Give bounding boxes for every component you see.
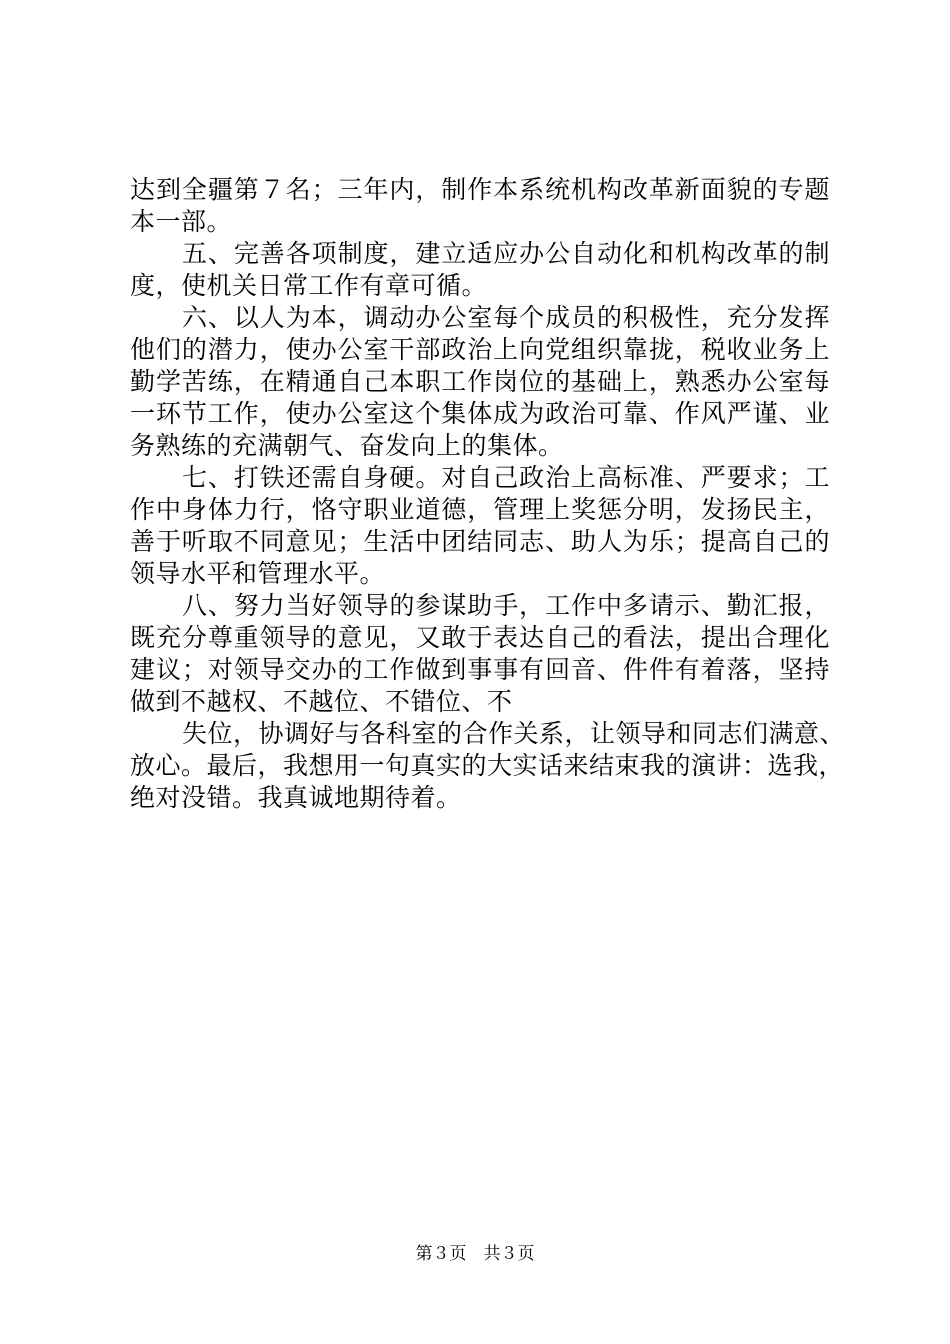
text-line: 五、完善各项制度，建立适应办公自动化和机构改革的制 <box>182 239 830 268</box>
text-line: 一环节工作，使办公室这个集体成为政治可靠、作风严谨、业 <box>130 399 830 428</box>
text-line: 度，使机关日常工作有章可循。 <box>130 271 488 300</box>
text-line: 失位，协调好与各科室的合作关系，让领导和同志们满意、 <box>182 719 846 748</box>
page-footer: 第３页 共３页 <box>415 1244 535 1264</box>
text-line: 善于听取不同意见；生活中团结同志、助人为乐；提高自己的 <box>130 527 830 556</box>
text-line: 八、努力当好领导的参谋助手，工作中多请示、勤汇报， <box>182 591 830 620</box>
text-line: 既充分尊重领导的意见，又敢于表达自己的看法，提出合理化 <box>130 623 830 652</box>
text-line: 本一部。 <box>130 207 233 236</box>
text-line: 六、以人为本，调动办公室每个成员的积极性，充分发挥 <box>182 303 830 332</box>
text-line: 做到不越权、不越位、不错位、不 <box>130 687 513 716</box>
text-line: 放心。最后，我想用一句真实的大实话来结束我的演讲：选我， <box>130 751 845 780</box>
text-line: 七、打铁还需自身硬。对自己政治上高标准、严要求；工 <box>182 463 830 492</box>
text-line: 绝对没错。我真诚地期待着。 <box>130 783 462 812</box>
text-line: 作中身体力行，恪守职业道德，管理上奖惩分明，发扬民主， <box>130 495 830 524</box>
text-line: 达到全疆第７名；三年内，制作本系统机构改革新面貌的专题 <box>130 175 830 204</box>
body-text <box>130 174 846 814</box>
text-line: 领导水平和管理水平。 <box>130 559 386 588</box>
text-line: 建议；对领导交办的工作做到事事有回音、件件有着落，坚持 <box>130 655 830 684</box>
text-line: 勤学苦练，在精通自己本职工作岗位的基础上，熟悉办公室每 <box>130 367 830 396</box>
text-line: 务熟练的充满朝气、奋发向上的集体。 <box>130 431 564 460</box>
text-line: 他们的潜力，使办公室干部政治上向党组织靠拢，税收业务上 <box>130 335 830 364</box>
